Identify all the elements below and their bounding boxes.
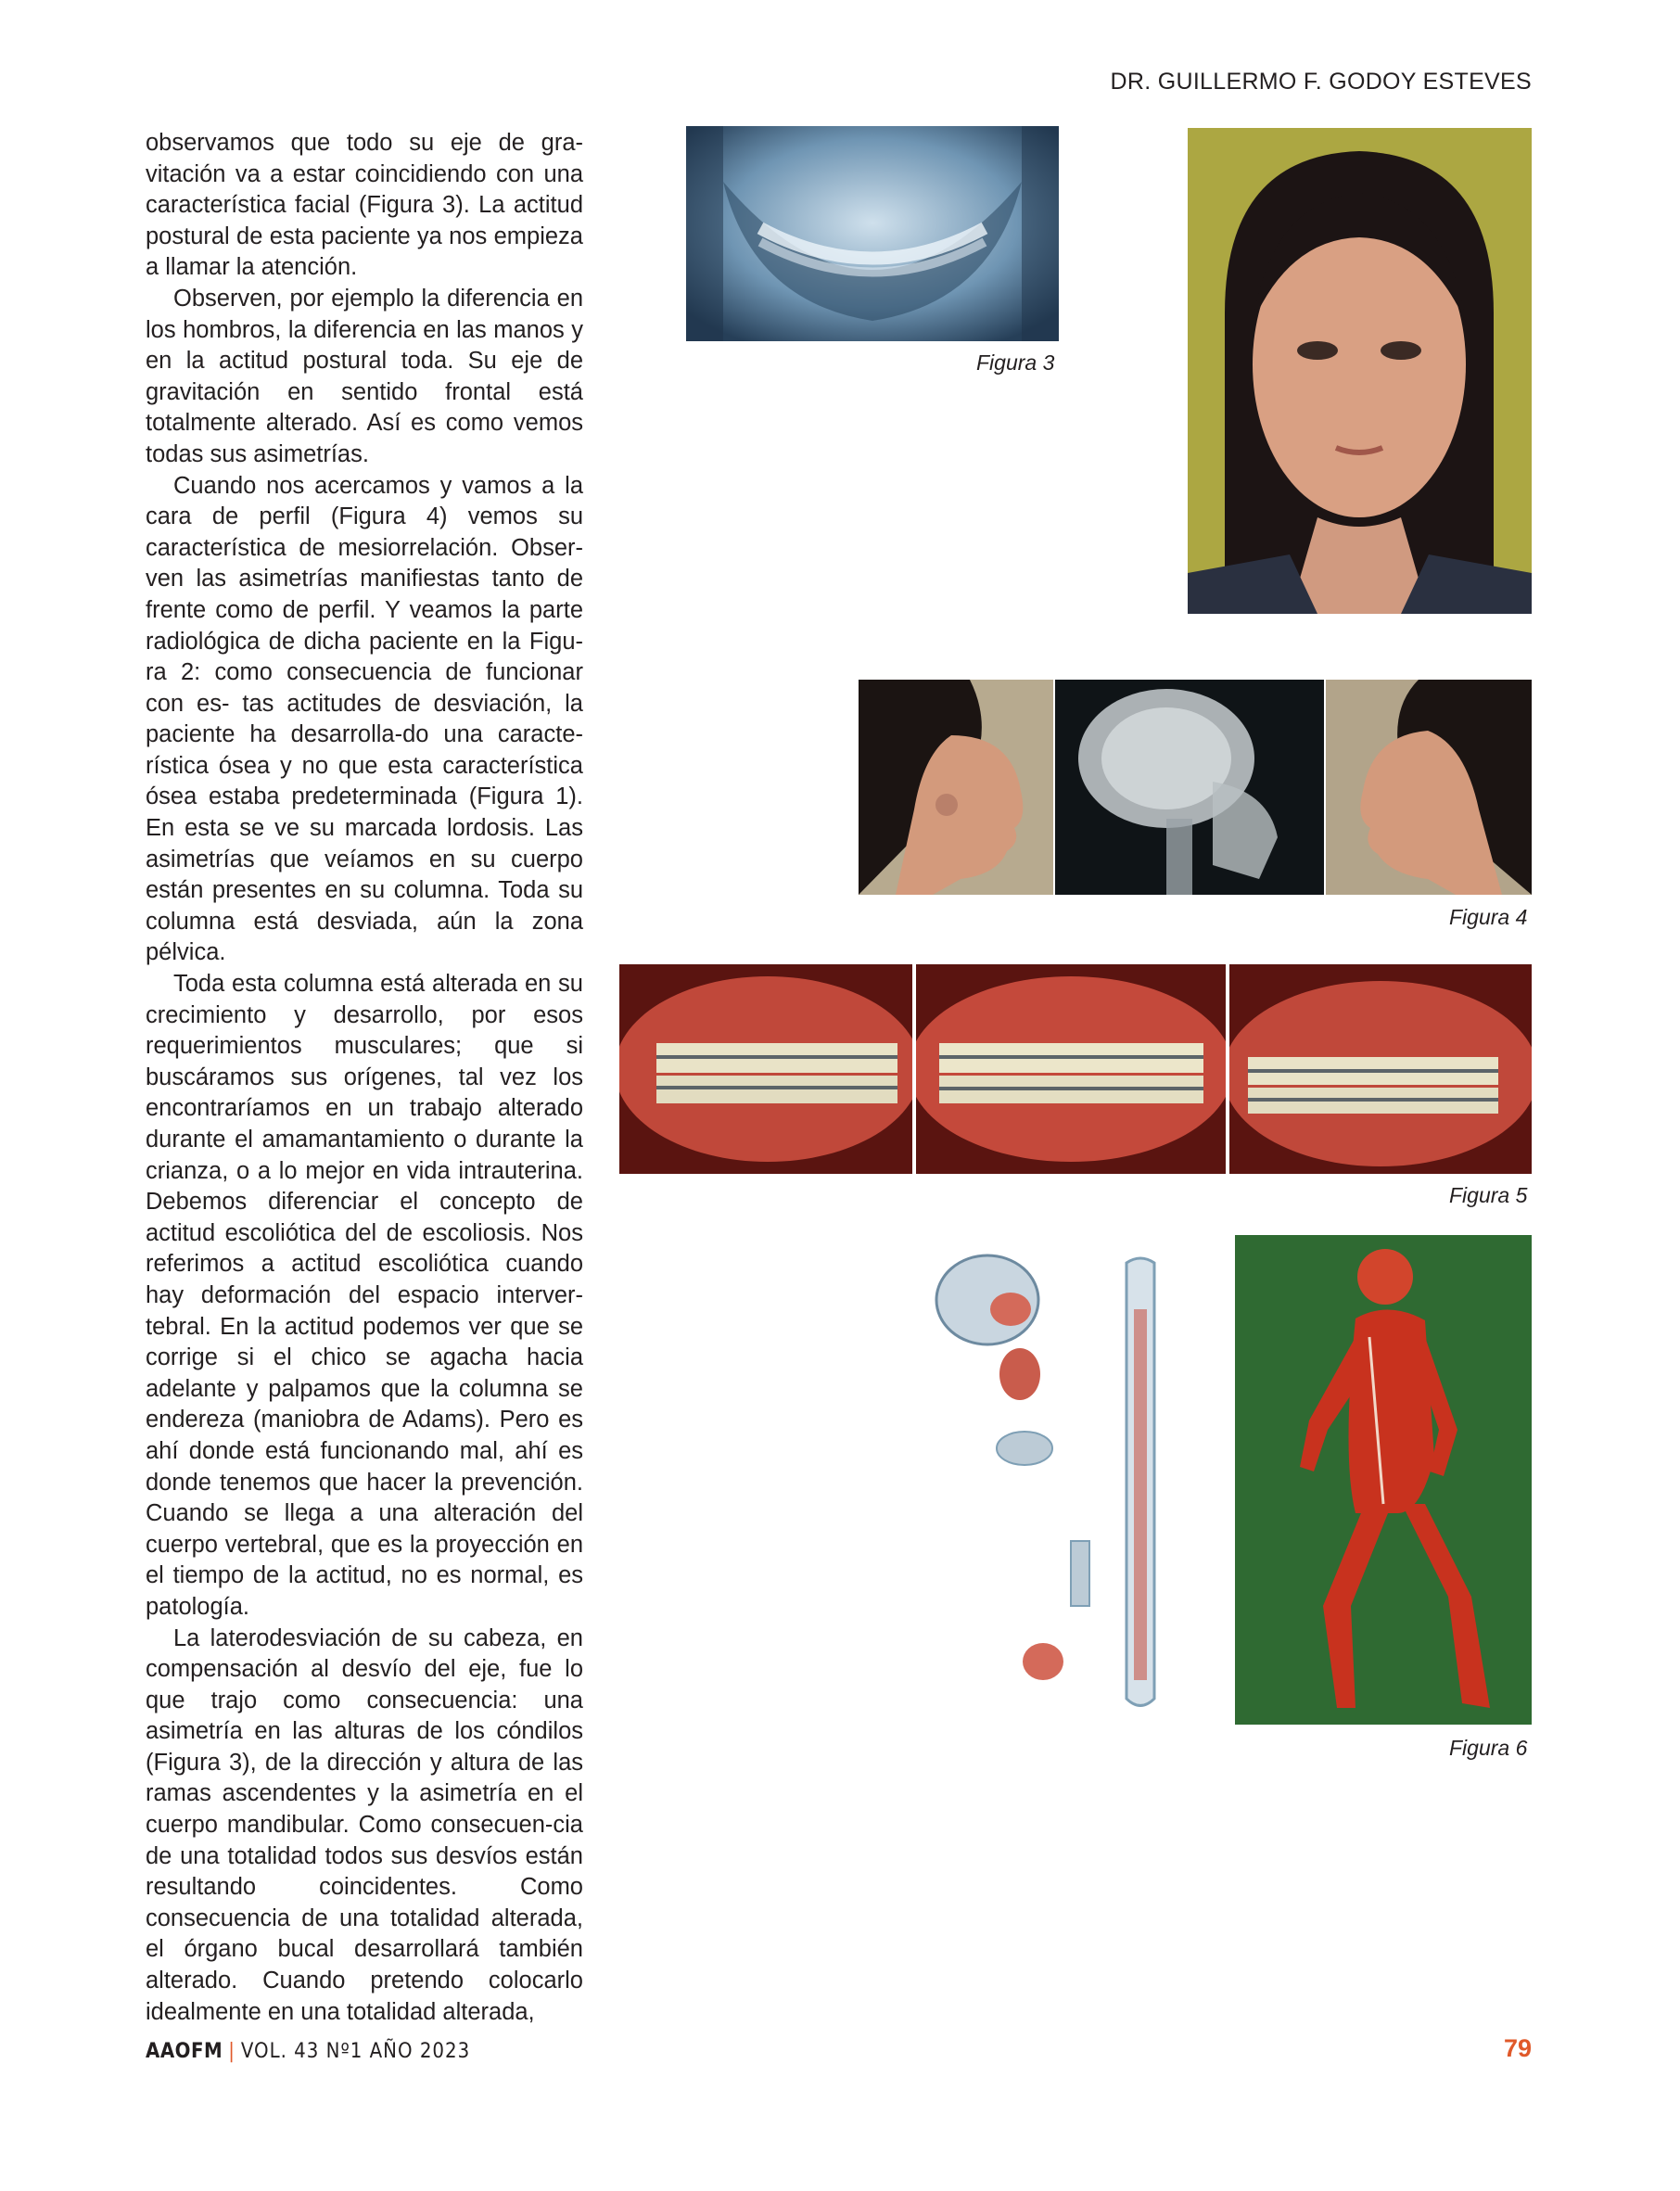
left-profile-photo bbox=[859, 680, 1053, 895]
issue-info: VOL. 43 Nº1 AÑO 2023 bbox=[240, 2040, 471, 2063]
paragraph: La laterodesviación de su cabeza, en compensación al desvío del eje, fue lo que trajo como consecuencia: una asimetría en las alturas de los cóndilos (Figura 3), de la dirección y altura de las ramas ascendentes y la asimetría en el cuerpo mandibular. Como consecuen-cia de una totalidad todos sus desvíos están resultando coincidentes. Como consecuencia de una totalidad alterada, el órgano bucal desarrollará también alterado. Cuando pretendo colocarlo idealmente en una totalidad alterada, bbox=[146, 1624, 583, 2025]
intraoral-photo-front bbox=[916, 964, 1226, 1174]
cephalometric-xray-image bbox=[1055, 680, 1324, 895]
intraoral-photo-right bbox=[619, 964, 912, 1174]
anatomy-skeleton-illustration bbox=[932, 1235, 1228, 1725]
footer-separator: | bbox=[228, 2040, 235, 2063]
figure-3-caption: Figura 3 bbox=[976, 350, 1055, 375]
frontal-face-photo bbox=[1188, 128, 1532, 614]
paragraph: observamos que todo su eje de gra-vitación va a estar coincidiendo con una característica facial (Figura 3). La actitud postural de esta paciente ya nos empieza a llamar la atención. bbox=[146, 130, 583, 281]
figure-6-caption: Figura 6 bbox=[1449, 1736, 1528, 1760]
intraoral-photo-left bbox=[1229, 964, 1532, 1174]
journal-name: AAOFM bbox=[146, 2040, 223, 2063]
panoramic-xray-image bbox=[686, 126, 1059, 341]
footer-journal-info bbox=[146, 2040, 470, 2063]
figure-5-caption: Figura 5 bbox=[1449, 1183, 1528, 1207]
figure-4-caption: Figura 4 bbox=[1449, 905, 1528, 929]
running-header-author: DR. GUILLERMO F. GODOY ESTEVES bbox=[1110, 69, 1532, 95]
paragraph: Cuando nos acercamos y vamos a la cara de perfil (Figura 4) vemos su característica de mesiorrelación. Obser-ven las asimetrías manifiestas tanto de frente como de perfil. Y veamos la parte radiológica de dicha paciente en la Figu-ra 2: como consecuencia de funcionar con es- tas actitudes de desviación, la paciente ha desarrolla-do una caracte-rística ósea y no que esta característica ósea estaba predeterminada (Figura 1). En esta se ve su marcada lordosis. Las asimetrías que veíamos en su cuerpo están presentes en su columna. Toda su columna está desviada, aún la zona pélvica. bbox=[146, 472, 583, 966]
page-number: 79 bbox=[1503, 2034, 1532, 2062]
paragraph: Observen, por ejemplo la diferencia en los hombros, la diferencia en las manos y en la actitud postural toda. Su eje de gravitación en sentido frontal está totalmente alterado. Así es como vemos todas sus asimetrías. bbox=[146, 285, 583, 467]
paragraph: Toda esta columna está alterada en su crecimiento y desarrollo, por esos requerimientos musculares; que si buscáramos sus orígenes, tal vez los encontraríamos en un trabajo alterado durante el amamantamiento o durante la crianza, o a lo mejor en vida intrauterina. Debemos diferenciar el concepto de actitud escoliótica del de escoliosis. Nos referimos a actitud escoliótica cuando hay deformación del espacio interver-tebral. En la actitud podemos ver que se corrige si el chico se agacha hacia adelante y palpamos que la columna se endereza (maniobra de Adams). Pero es ahí donde está funcionando mal, ahí es donde tenemos que hacer la prevención. Cuando se llega a una alteración del cuerpo vertebral, que es la proyección en el tiempo de la actitud, no es normal, es patología. bbox=[146, 971, 583, 1620]
body-text-column bbox=[146, 128, 583, 2028]
muscular-figure-illustration bbox=[1235, 1235, 1532, 1725]
right-profile-photo bbox=[1326, 680, 1532, 895]
